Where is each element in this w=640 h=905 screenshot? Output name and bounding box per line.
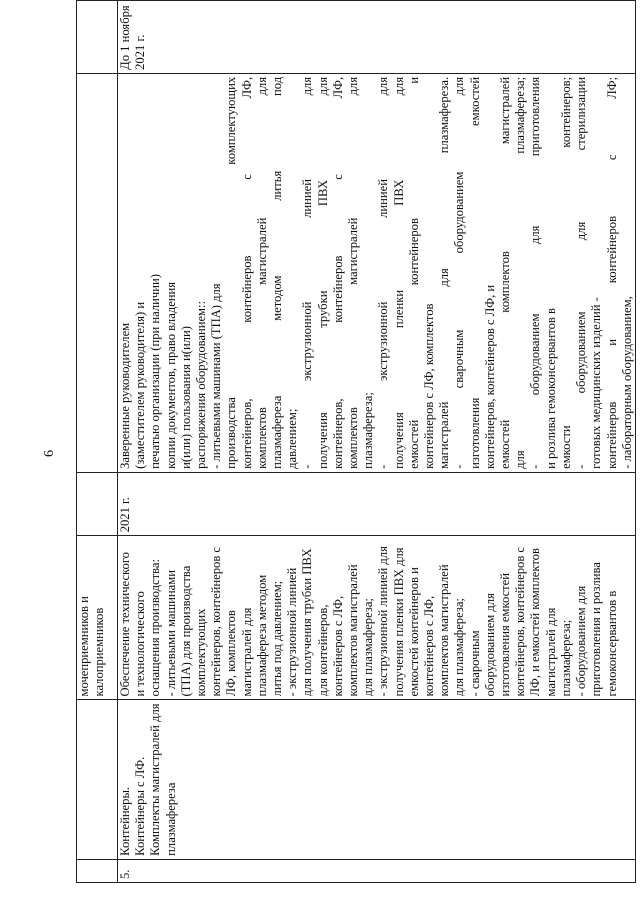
text-line: оборудованием для	[482, 593, 497, 697]
cell-row-number	[118, 859, 636, 882]
text-line: контейнеров, контейнеров с ЛФ,	[239, 76, 254, 469]
cell-deadline-top	[77, 1, 118, 74]
cell-num-top	[77, 859, 118, 882]
cell-deadline	[118, 1, 636, 74]
text-line: - экструзионной линией для	[376, 546, 391, 697]
text-line: давлением;	[285, 408, 300, 469]
text-line: комплектов магистралей для	[346, 76, 361, 469]
text-line: калоприемников	[92, 607, 107, 697]
text-line: для получения трубки ПВХ	[300, 548, 315, 697]
text-line: Контейнеры с ЛФ.	[133, 756, 148, 856]
text-line: мочеприемников и	[77, 596, 91, 697]
text-line: 2021 г.	[118, 497, 132, 533]
text-line: емкостей контейнеров и	[406, 76, 421, 469]
row-number: 5.	[118, 869, 132, 879]
cell-documents	[118, 73, 636, 472]
text-line: плазмафереза;	[361, 392, 376, 469]
text-line: - оборудованием для приготовления	[528, 76, 543, 469]
text-line: емкости контейнеров;	[558, 76, 573, 469]
text-line: для плазмафереза;	[513, 76, 528, 469]
cell-product-top	[77, 700, 118, 859]
cell-product	[118, 700, 636, 859]
text-line: изготовления емкостей	[467, 76, 482, 469]
text-line: для плазмафереза;	[361, 598, 376, 697]
requirements-table	[76, 0, 636, 883]
table-row-5	[118, 1, 636, 883]
text-line: комплектов магистралей для	[254, 76, 269, 469]
text-line: емкостей контейнеров и	[406, 567, 421, 697]
text-line: контейнеров и контейнеров с ЛФ;	[604, 76, 619, 469]
cell-term	[118, 472, 636, 535]
text-line: контейнеров, контейнеров с ЛФ,	[330, 76, 345, 469]
text-line: - оборудованием для	[574, 585, 589, 697]
cell-measure-top	[77, 536, 118, 700]
text-line: получения трубки ПВХ для	[315, 76, 330, 469]
text-line: копии документов, право владения	[163, 281, 178, 469]
text-line: емкостей комплектов магистралей	[498, 76, 513, 469]
text-line: - экструзионной линией	[285, 567, 300, 697]
text-line: магистралей для	[239, 607, 254, 697]
text-line: оснащения производства:	[148, 559, 163, 697]
cell-term-top	[77, 472, 118, 535]
text-line: (заместителем руководителя) и	[133, 301, 148, 469]
text-line: 2021 г.	[133, 34, 148, 70]
text-line: комплектующих	[194, 608, 209, 697]
text-line: производства комплектующих	[224, 76, 239, 469]
text-line: и розлива гемоконсервантов в	[543, 308, 558, 469]
text-line: - оборудованием для стерилизации	[574, 76, 589, 469]
text-line: - экструзионной линией для	[376, 76, 391, 469]
text-line: контейнеров, контейнеров с	[209, 546, 224, 697]
text-line: и технологического	[133, 591, 148, 697]
text-line: гемоконсервантов в	[604, 590, 619, 697]
text-line: Контейнеры.	[118, 786, 132, 856]
text-line: комплектов магистралей	[437, 564, 452, 697]
text-line: плазмафереза	[163, 782, 178, 856]
text-line: плазмафереза;	[558, 619, 573, 697]
text-line: контейнеров с ЛФ, комплектов	[422, 303, 437, 469]
text-line: - экструзионной линией для	[300, 76, 315, 469]
text-line: литья под давлением;	[270, 580, 285, 697]
text-line: для плазмафереза;	[452, 598, 467, 697]
text-line: (ТПА) для производства	[178, 565, 193, 697]
text-line: ЛФ, и емкостей комплектов	[528, 548, 543, 697]
text-line: приготовления и розлива	[589, 562, 604, 697]
text-line: Заверенные руководителем	[118, 322, 132, 469]
text-line: контейнеров, контейнеров с ЛФ, и	[482, 284, 497, 469]
text-line: - лабораторным оборудованием,	[619, 296, 634, 469]
text-line: - сварочным оборудованием для	[452, 76, 467, 469]
text-line: печатью организации (при наличии)	[148, 274, 163, 469]
text-line: магистралей для плазмафереза.	[437, 76, 452, 469]
text-line: готовых медицинских изделий -	[589, 297, 604, 469]
text-line: для контейнеров,	[315, 604, 330, 697]
page-number: 6	[42, 450, 57, 457]
text-line: изготовления емкостей	[498, 572, 513, 697]
text-line: контейнеров, контейнеров с	[513, 546, 528, 697]
text-line: магистралей для	[543, 607, 558, 697]
text-line: распоряжения оборудованием::	[194, 300, 209, 469]
text-line: Обеспечение технического	[118, 552, 132, 697]
text-line: - литьевыми машинами (ТПА) для	[209, 283, 224, 469]
text-line: - сварочным	[467, 630, 482, 697]
text-line: плазмафереза методом литья под	[270, 76, 285, 469]
text-line: и(или) пользования и(или)	[178, 326, 193, 469]
text-line: получения пленки ПВХ для	[391, 76, 406, 469]
text-line: получения пленки ПВХ для	[391, 547, 406, 697]
text-line: контейнеров с ЛФ,	[422, 595, 437, 697]
cell-measures	[118, 536, 636, 700]
table-row-continuation	[77, 1, 118, 883]
text-line: комплектов магистралей	[346, 564, 361, 697]
text-line: До 1 ноября	[118, 5, 132, 70]
text-line: ЛФ, комплектов	[224, 610, 239, 697]
text-line: плазмафереза методом	[254, 574, 269, 697]
cell-docs-top	[77, 73, 118, 472]
text-line: - литьевыми машинами	[163, 570, 178, 697]
text-line: Комплекты магистралей для	[148, 703, 163, 856]
text-line: контейнеров с ЛФ,	[330, 595, 345, 697]
